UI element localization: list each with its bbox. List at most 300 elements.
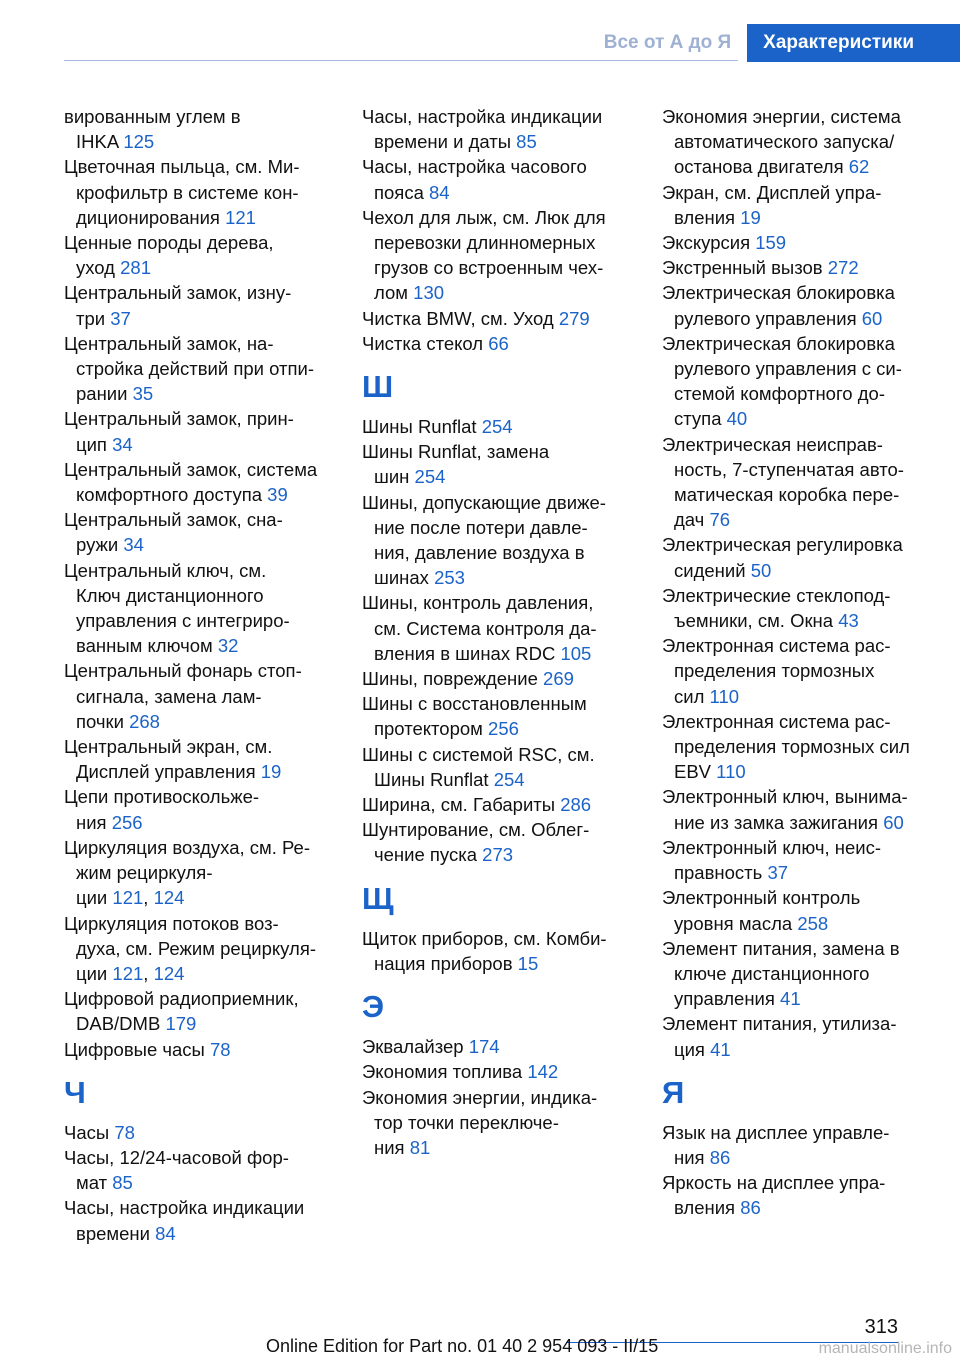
entry-text: ность, 7-ступенчатая авто- bbox=[674, 458, 904, 480]
page-link[interactable]: 279 bbox=[558, 307, 590, 329]
entry-text: рании bbox=[76, 383, 128, 405]
entry-text: правность bbox=[674, 862, 763, 884]
entry-text: Часы, настройка индикации bbox=[64, 1197, 305, 1219]
entry-text: вированным углем в bbox=[64, 106, 241, 127]
entry-text: Экономия энергии, система bbox=[662, 106, 901, 127]
entry-text: Центральный фонарь стоп- bbox=[64, 660, 302, 682]
index-entry-line bbox=[662, 154, 952, 179]
index-entry-line bbox=[64, 331, 342, 356]
index-entry-line bbox=[362, 1085, 642, 1110]
index-entry-line bbox=[362, 926, 642, 951]
page-link[interactable]: 60 bbox=[861, 307, 883, 329]
index-entry bbox=[662, 331, 952, 432]
entry-text: рулевого управления с си- bbox=[674, 358, 902, 380]
entry-text: дач bbox=[674, 509, 705, 531]
entry-text: крофильтр в системе кон- bbox=[76, 181, 299, 203]
entry-text: Ценные породы дерева, bbox=[64, 232, 274, 254]
index-entry-line bbox=[662, 406, 952, 431]
page-link[interactable]: 121 bbox=[112, 962, 144, 984]
page-link[interactable]: 34 bbox=[112, 433, 133, 455]
index-entry bbox=[64, 406, 342, 456]
page-link[interactable]: 78 bbox=[114, 1121, 135, 1143]
page-link[interactable]: 19 bbox=[260, 761, 282, 783]
index-entry-line bbox=[662, 1011, 952, 1036]
index-entry-line bbox=[64, 1221, 342, 1246]
page-link[interactable]: 254 bbox=[493, 768, 525, 790]
page-link[interactable]: 174 bbox=[468, 1036, 500, 1058]
entry-text: времени bbox=[76, 1222, 150, 1244]
page-link[interactable]: 273 bbox=[482, 844, 514, 866]
index-entry-line bbox=[362, 951, 642, 976]
entry-text: Электрическая неисправ- bbox=[662, 433, 883, 455]
entry-text: рулевого управления bbox=[674, 307, 857, 329]
entry-text: Часы, настройка индикации bbox=[362, 106, 603, 127]
index-entry-line bbox=[64, 129, 342, 154]
page-link[interactable]: 19 bbox=[740, 206, 761, 228]
entry-text: стройка действий при отпи- bbox=[76, 358, 314, 380]
header-tabs bbox=[588, 24, 960, 62]
page-link[interactable]: 85 bbox=[516, 131, 537, 153]
page-link[interactable]: 86 bbox=[709, 1146, 731, 1168]
entry-text: жим рециркуля- bbox=[76, 862, 213, 884]
page-link[interactable]: 76 bbox=[709, 509, 731, 531]
page-link[interactable]: 32 bbox=[217, 635, 239, 657]
index-entry-line bbox=[64, 835, 342, 860]
page-link[interactable]: 258 bbox=[797, 912, 829, 934]
entry-text: ние из замка зажигания bbox=[674, 811, 879, 833]
index-entry bbox=[64, 1120, 342, 1145]
index-entry-line bbox=[362, 1034, 642, 1059]
entry-text: лом bbox=[374, 282, 409, 304]
index-entry-line bbox=[662, 633, 952, 658]
entry-text: Яркость на дисплее упра- bbox=[662, 1172, 886, 1194]
index-entry-line bbox=[662, 532, 952, 557]
entry-text: Центральный замок, система bbox=[64, 458, 318, 480]
index-entry-line bbox=[64, 734, 342, 759]
entry-text: Язык на дисплее управле- bbox=[662, 1121, 890, 1143]
index-entry-line bbox=[362, 490, 642, 515]
entry-text: Центральный замок, изну- bbox=[64, 282, 292, 304]
page-link[interactable]: 124 bbox=[153, 887, 185, 909]
index-entry bbox=[662, 180, 952, 230]
index-entry-line bbox=[64, 280, 342, 305]
page-link[interactable]: 41 bbox=[710, 1038, 731, 1060]
entry-text: мат bbox=[76, 1172, 108, 1194]
index-entry-line bbox=[362, 515, 642, 540]
page-link[interactable]: 256 bbox=[488, 718, 519, 740]
page-link[interactable]: 41 bbox=[780, 988, 801, 1010]
index-entry bbox=[64, 658, 342, 734]
entry-text: пояса bbox=[374, 181, 424, 203]
page-link[interactable]: 85 bbox=[112, 1172, 133, 1194]
entry-text: Экран, см. Дисплей упра- bbox=[662, 181, 882, 203]
section-letter: Э bbox=[362, 989, 385, 1025]
entry-text: Электрическая блокировка bbox=[662, 282, 895, 304]
entry-text: Шунтирование, см. Облег- bbox=[362, 819, 590, 841]
index-entry bbox=[362, 817, 642, 867]
entry-text: Шины Runflat bbox=[362, 416, 477, 438]
index-entry-line bbox=[64, 180, 342, 205]
entry-text: Электрическая блокировка bbox=[662, 332, 895, 354]
entry-text: Чистка BMW, см. Уход bbox=[362, 307, 554, 329]
index-entry-line bbox=[662, 784, 952, 809]
entry-text: Цветочная пыльца, см. Ми- bbox=[64, 156, 300, 178]
index-entry-line bbox=[662, 709, 952, 734]
entry-text: перевозки длинномерных bbox=[374, 232, 596, 254]
entry-text: ния bbox=[674, 1146, 705, 1168]
entry-text: Экстренный вызов bbox=[662, 257, 823, 279]
entry-text: ния bbox=[76, 811, 107, 833]
index-entry bbox=[64, 558, 342, 659]
page-link[interactable]: 15 bbox=[517, 952, 539, 974]
index-entry-line bbox=[64, 432, 342, 457]
index-entry-line bbox=[64, 1145, 342, 1170]
index-entry-line bbox=[662, 986, 952, 1011]
page-link[interactable]: 35 bbox=[132, 383, 154, 405]
entry-text: Элемент питания, утилиза- bbox=[662, 1013, 897, 1035]
index-entry-line bbox=[362, 104, 642, 129]
entry-text: ступа bbox=[674, 408, 722, 430]
index-entry bbox=[64, 104, 342, 154]
entry-text: Шины Runflat bbox=[374, 768, 489, 790]
page-link[interactable]: 39 bbox=[267, 484, 288, 506]
entry-text: нация приборов bbox=[374, 952, 513, 974]
entry-text: уход bbox=[76, 257, 115, 279]
entry-text: комфортного доступа bbox=[76, 484, 263, 506]
page-link[interactable]: 110 bbox=[709, 685, 740, 707]
index-entry bbox=[662, 280, 952, 330]
index-entry bbox=[64, 734, 342, 784]
entry-text: Электронная система рас- bbox=[662, 635, 891, 657]
entry-text: сигнала, замена лам- bbox=[76, 685, 262, 707]
index-entry-line bbox=[64, 608, 342, 633]
index-entry-line bbox=[662, 1170, 952, 1195]
entry-text: Циркуляция воздуха, см. Ре- bbox=[64, 836, 311, 858]
edition-note: Online Edition for Part no. 01 40 2 954 093 - II/15 bbox=[266, 1336, 659, 1356]
page-link[interactable]: 254 bbox=[414, 466, 446, 488]
index-entry-line bbox=[64, 104, 342, 129]
index-entry-line bbox=[362, 590, 642, 615]
page-link[interactable]: 84 bbox=[429, 181, 450, 203]
index-entry-line bbox=[362, 180, 642, 205]
page-link[interactable]: 281 bbox=[120, 257, 151, 279]
index-entry-line bbox=[362, 464, 642, 489]
index-entry bbox=[64, 986, 342, 1036]
index-entry bbox=[662, 1011, 952, 1061]
entry-text: Цифровой радиоприемник, bbox=[64, 988, 299, 1010]
entry-text: ние после потери давле- bbox=[374, 516, 588, 538]
index-entry-line bbox=[64, 406, 342, 431]
entry-text: Дисплей управления bbox=[76, 761, 256, 783]
entry-text: автоматического запуска/ bbox=[674, 131, 895, 153]
entry-text: вления bbox=[674, 1197, 736, 1219]
entry-text: Центральный замок, прин- bbox=[64, 408, 294, 430]
index-entry-line bbox=[64, 230, 342, 255]
entry-text: времени и даты bbox=[374, 131, 512, 153]
page-link[interactable]: 269 bbox=[543, 668, 574, 690]
index-entry-line bbox=[662, 810, 952, 835]
index-entry bbox=[362, 154, 642, 204]
entry-text: Чехол для лыж, см. Люк для bbox=[362, 206, 606, 228]
index-entry-line bbox=[64, 1120, 342, 1145]
index-entry-line bbox=[362, 414, 642, 439]
index-entry bbox=[64, 457, 342, 507]
page-link[interactable]: 105 bbox=[560, 642, 592, 664]
page-link[interactable]: 125 bbox=[123, 131, 155, 153]
entry-text: Цепи противоскольже- bbox=[64, 786, 260, 808]
index-entry-line bbox=[362, 439, 642, 464]
entry-text: Электронный контроль bbox=[662, 887, 861, 909]
entry-text: пределения тормозных bbox=[674, 660, 875, 682]
entry-text: тор точки переключе- bbox=[374, 1111, 559, 1133]
page-link[interactable]: 268 bbox=[129, 710, 160, 732]
index-entry bbox=[662, 104, 952, 180]
entry-text: ключе дистанционного bbox=[674, 962, 870, 984]
watermark: manualsonline.info bbox=[818, 1340, 952, 1357]
page-link[interactable]: 81 bbox=[409, 1136, 431, 1158]
index-entry-line: ции 121, 124 bbox=[76, 962, 185, 984]
index-entry-line bbox=[662, 860, 952, 885]
index-entry bbox=[64, 331, 342, 407]
entry-text: пределения тормозных сил bbox=[674, 736, 910, 758]
entry-text: Шины, допускающие движе- bbox=[362, 491, 606, 513]
index-entry-line bbox=[64, 1170, 342, 1195]
index-entry-line bbox=[362, 641, 642, 666]
page-link[interactable]: 37 bbox=[767, 862, 789, 884]
index-entry-line bbox=[64, 381, 342, 406]
entry-text: ции bbox=[76, 962, 108, 984]
index-entry-line bbox=[362, 767, 642, 792]
index-entry-line bbox=[662, 331, 952, 356]
index-entry bbox=[362, 104, 642, 154]
index-entry-line bbox=[662, 658, 952, 683]
index-entry-line bbox=[662, 835, 952, 860]
index-entry-line bbox=[362, 540, 642, 565]
index-entry-line: ции 121, 124 bbox=[76, 887, 185, 909]
entry-text: Центральный ключ, см. bbox=[64, 559, 267, 581]
entry-text: Электронный ключ, неис- bbox=[662, 836, 882, 858]
page-link[interactable]: 130 bbox=[413, 282, 445, 304]
index-entry bbox=[64, 1195, 342, 1245]
page-link[interactable]: 37 bbox=[110, 307, 131, 329]
page-link[interactable]: 272 bbox=[827, 257, 859, 279]
entry-text: Электрическая регулировка bbox=[662, 534, 903, 556]
index-entry bbox=[662, 633, 952, 709]
index-entry-line bbox=[362, 331, 642, 356]
entry-text: Экономия топлива bbox=[362, 1061, 523, 1083]
index-entry bbox=[662, 709, 952, 785]
entry-text: Электрические стеклопод- bbox=[662, 584, 891, 606]
index-entry-line bbox=[662, 205, 952, 230]
index-entry bbox=[64, 507, 342, 557]
index-entry-line bbox=[64, 482, 342, 507]
index-entry bbox=[362, 666, 642, 691]
entry-text: Часы bbox=[64, 1121, 110, 1143]
index-entry bbox=[64, 911, 342, 987]
page-link[interactable]: 84 bbox=[155, 1222, 176, 1244]
index-entry-line bbox=[362, 1135, 642, 1160]
index-entry bbox=[662, 784, 952, 834]
entry-text: шинах bbox=[374, 567, 429, 589]
entry-text: вления в шинах RDC bbox=[374, 642, 556, 664]
page-link[interactable]: 86 bbox=[740, 1197, 761, 1219]
entry-text: уровня масла bbox=[674, 912, 793, 934]
page-link[interactable]: 110 bbox=[716, 761, 746, 783]
entry-text: ъемники, см. Окна bbox=[674, 610, 834, 632]
index-entry-line bbox=[64, 154, 342, 179]
entry-text: Шины, повреждение bbox=[362, 668, 538, 690]
index-entry-line bbox=[64, 709, 342, 734]
page-link[interactable]: 179 bbox=[165, 1013, 197, 1035]
index-entry-line bbox=[662, 1120, 952, 1145]
index-column-2 bbox=[362, 104, 642, 1160]
index-entry-line bbox=[64, 1037, 342, 1062]
index-entry-line bbox=[64, 532, 342, 557]
entry-text: Центральный замок, на- bbox=[64, 332, 274, 354]
index-entry bbox=[362, 792, 642, 817]
index-entry bbox=[64, 280, 342, 330]
index-entry-line bbox=[362, 230, 642, 255]
header-divider bbox=[64, 60, 738, 61]
index-entry-line bbox=[662, 356, 952, 381]
index-entry-line bbox=[64, 936, 342, 961]
entry-text: Шины Runflat, замена bbox=[362, 441, 550, 463]
index-entry bbox=[662, 885, 952, 935]
index-entry bbox=[362, 306, 642, 331]
page-link[interactable]: 43 bbox=[838, 610, 859, 632]
chapter-tab[interactable]: Характеристики bbox=[747, 24, 960, 62]
index-entry-line bbox=[662, 280, 952, 305]
page-link[interactable]: 121 bbox=[112, 887, 144, 909]
index-entry-line bbox=[362, 716, 642, 741]
index-entry bbox=[64, 1145, 342, 1195]
index-entry bbox=[662, 432, 952, 533]
section-tab[interactable]: Все от А до Я bbox=[603, 32, 732, 53]
index-entry bbox=[362, 490, 642, 591]
index-entry bbox=[662, 936, 952, 1012]
index-entry bbox=[64, 835, 342, 911]
index-entry-line bbox=[662, 936, 952, 961]
index-entry-line bbox=[64, 457, 342, 482]
index-entry-line bbox=[64, 558, 342, 583]
index-entry-line bbox=[662, 457, 952, 482]
entry-text: Экскурсия bbox=[662, 232, 751, 254]
index-column-1 bbox=[64, 104, 342, 1246]
index-entry-line bbox=[64, 810, 342, 835]
section-letter: Я bbox=[662, 1074, 685, 1110]
index-entry-line bbox=[662, 885, 952, 910]
index-entry bbox=[662, 1120, 952, 1170]
entry-text: сидений bbox=[674, 559, 746, 581]
entry-text: ружи bbox=[76, 534, 119, 556]
entry-text: ванным ключом bbox=[76, 635, 213, 657]
entry-text: цип bbox=[76, 433, 107, 455]
index-entry-line bbox=[362, 306, 642, 331]
page-link[interactable]: 50 bbox=[750, 559, 772, 581]
index-entry-line bbox=[362, 1110, 642, 1135]
index-entry-line bbox=[64, 658, 342, 683]
entry-text: ции bbox=[76, 887, 108, 909]
index-entry-line bbox=[362, 817, 642, 842]
page-link[interactable]: 121 bbox=[225, 206, 256, 228]
page-link[interactable]: 34 bbox=[123, 534, 144, 556]
entry-text: Циркуляция потоков воз- bbox=[64, 912, 279, 934]
entry-text: диционирования bbox=[76, 206, 220, 228]
index-entry-line bbox=[362, 280, 642, 305]
entry-text: сил bbox=[674, 685, 705, 707]
index-entry-line bbox=[64, 633, 342, 658]
index-entry bbox=[362, 590, 642, 666]
index-entry-line bbox=[64, 356, 342, 381]
page-link[interactable]: 78 bbox=[210, 1038, 231, 1060]
index-entry bbox=[362, 691, 642, 741]
page-link[interactable]: 142 bbox=[527, 1061, 559, 1083]
page-link[interactable]: 253 bbox=[434, 567, 465, 589]
entry-text: Ключ дистанционного bbox=[76, 584, 264, 606]
entry-text: ния bbox=[374, 1136, 405, 1158]
index-entry-line bbox=[662, 734, 952, 759]
entry-text: Центральный замок, сна- bbox=[64, 509, 283, 531]
section-letter: Ч bbox=[64, 1074, 86, 1110]
page-link[interactable]: 60 bbox=[883, 811, 904, 833]
index-entry-line bbox=[662, 507, 952, 532]
index-entry-line bbox=[662, 558, 952, 583]
page-link[interactable]: 256 bbox=[111, 811, 143, 833]
index-entry-line bbox=[64, 1195, 342, 1220]
index-entry-line bbox=[662, 911, 952, 936]
section-letter: Ш bbox=[362, 369, 394, 405]
index-entry bbox=[362, 1085, 642, 1161]
index-entry-line bbox=[64, 684, 342, 709]
index-entry-line bbox=[362, 154, 642, 179]
entry-text: шин bbox=[374, 466, 410, 488]
entry-text: Ширина, см. Габариты bbox=[362, 794, 556, 816]
page-link[interactable]: 62 bbox=[848, 156, 870, 178]
index-entry-line bbox=[362, 666, 642, 691]
index-entry bbox=[662, 532, 952, 582]
entry-text: DAB/DMB bbox=[76, 1013, 161, 1035]
page-link[interactable]: 124 bbox=[153, 962, 185, 984]
page-link[interactable]: 286 bbox=[560, 794, 592, 816]
index-entry bbox=[64, 154, 342, 230]
index-entry-line bbox=[362, 792, 642, 817]
index-entry bbox=[362, 1059, 642, 1084]
page-link[interactable]: 40 bbox=[726, 408, 748, 430]
index-entry-line bbox=[662, 255, 952, 280]
index-entry bbox=[362, 926, 642, 976]
index-entry-line bbox=[662, 759, 952, 784]
index-entry-line bbox=[662, 129, 952, 154]
page-number: 313 bbox=[864, 1316, 898, 1338]
index-entry-line bbox=[64, 759, 342, 784]
index-entry bbox=[362, 742, 642, 792]
entry-text: Цифровые часы bbox=[64, 1038, 205, 1060]
index-entry bbox=[362, 439, 642, 489]
page-link[interactable]: 159 bbox=[755, 232, 787, 254]
index-entry-line bbox=[662, 961, 952, 986]
entry-text: Электронный ключ, вынима- bbox=[662, 786, 908, 808]
page-link[interactable]: 254 bbox=[481, 416, 513, 438]
index-entry-line bbox=[64, 986, 342, 1011]
entry-text: см. Система контроля да- bbox=[374, 617, 597, 639]
index-entry-line bbox=[362, 1059, 642, 1084]
entry-text: останова двигателя bbox=[674, 156, 844, 178]
index-entry bbox=[662, 1170, 952, 1220]
entry-text: матическая коробка пере- bbox=[674, 484, 900, 506]
page-link[interactable]: 66 bbox=[488, 332, 509, 354]
index-entry-line bbox=[64, 205, 342, 230]
index-entry-line bbox=[362, 616, 642, 641]
